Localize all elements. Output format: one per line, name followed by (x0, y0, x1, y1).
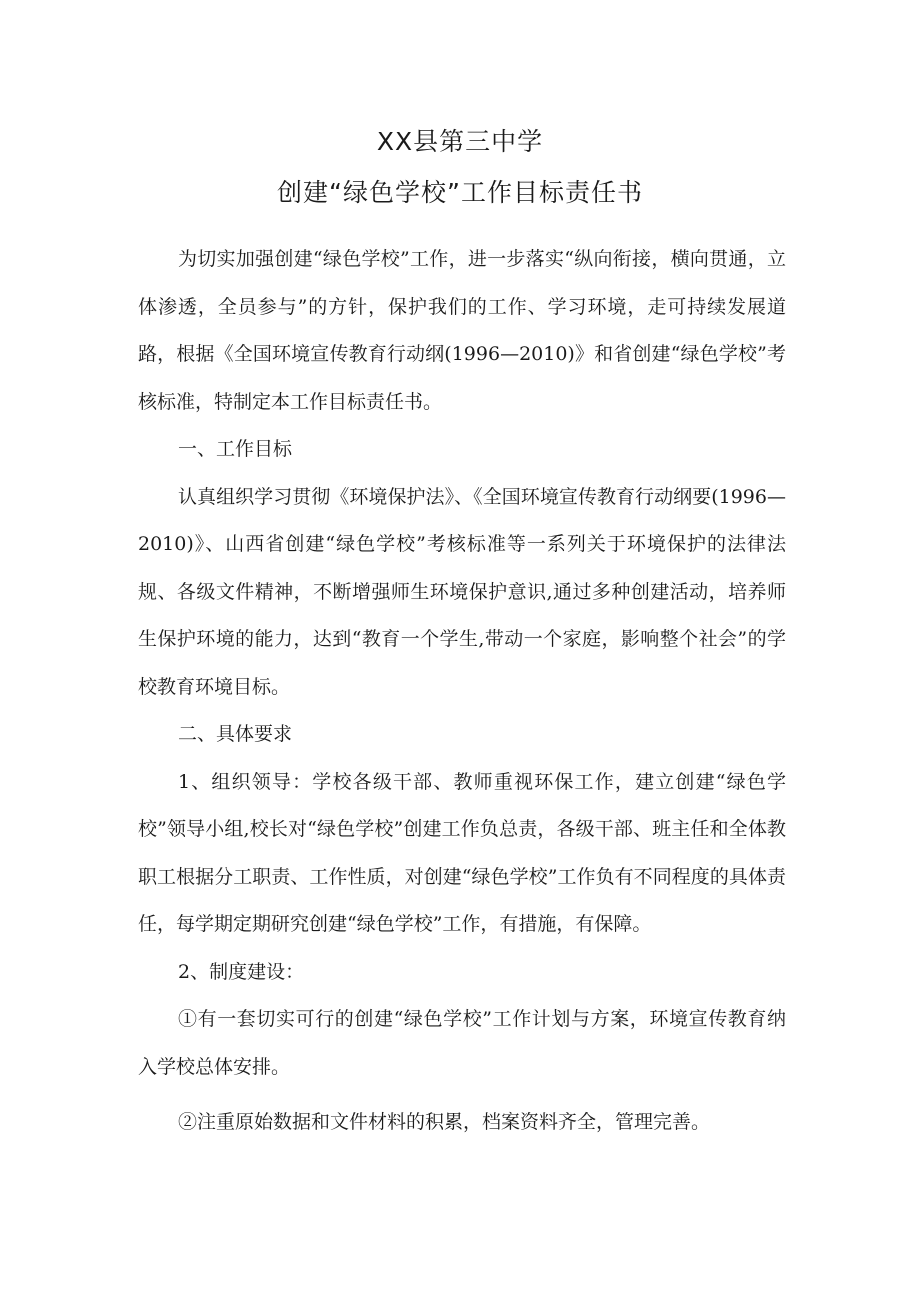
section-heading-requirements: 二、具体要求 (178, 723, 293, 745)
document-body (138, 236, 786, 1147)
system-item-2: ②注重原始数据和文件材料的积累，档案资料齐全，管理完善。 (178, 1111, 711, 1133)
goals-paragraph: 认真组织学习贯彻《环境保护法》、《全国环境宣传教育行动纲要(1996—2010)》、山西省创建“绿色学校”考核标准等一系列关于环境保护的法律法规、各级文件精神，不断增强师生环境保护意识,通过多种创建活动，培养师生保护环境的能力，达到“教育一个学生,带动一个家庭，影响整个社会”的学校教育环境目标。 (138, 485, 786, 698)
intro-paragraph: 为切实加强创建“绿色学校”工作，进一步落实“纵向衔接，横向贯通，立体渗透，全员参与”的方针，保护我们的工作、学习环境，走可持续发展道路，根据《全国环境宣传教育行动纲(1996—2010)》和省创建“绿色学校”考核标准，特制定本工作目标责任书。 (138, 248, 786, 413)
system-item-1: ①有一套切实可行的创建“绿色学校”工作计划与方案，环境宣传教育纳入学校总体安排。 (138, 1008, 786, 1078)
document-title-main: 创建“绿色学校”工作目标责任书 (277, 178, 643, 207)
requirement-system-heading: 2、制度建设： (178, 960, 305, 983)
document-title-school: XX县第三中学 (376, 127, 544, 156)
section-heading-goals: 一、工作目标 (178, 438, 293, 460)
requirement-organization-paragraph: 1、组织领导：学校各级干部、教师重视环保工作，建立创建“绿色学校”领导小组,校长对“绿色学校”创建工作负总责，各级干部、班主任和全体教职工根据分工职责、工作性质，对创建“绿色学校”工作负有不同程度的具体责任，每学期定期研究创建“绿色学校”工作，有措施，有保障。 (138, 770, 786, 935)
